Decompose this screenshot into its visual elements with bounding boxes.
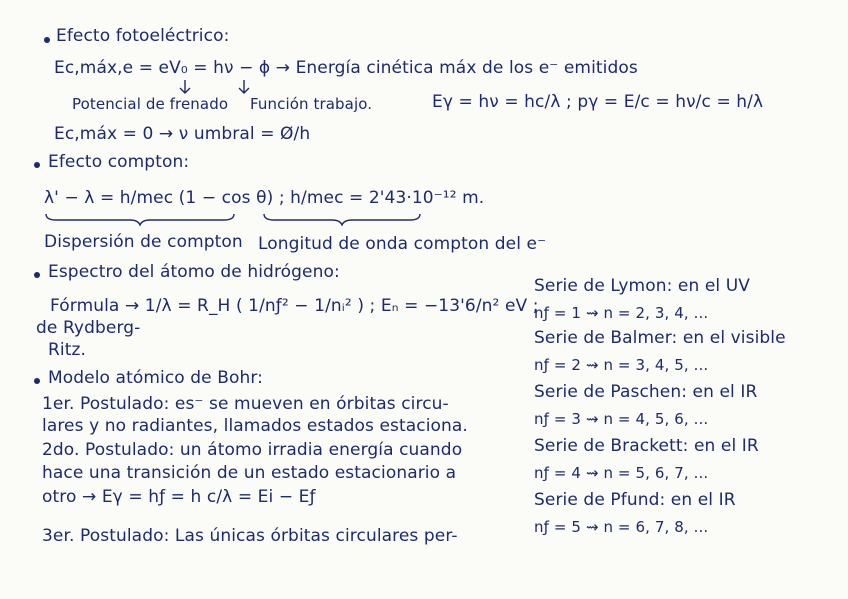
threshold-equation: Ec,máx = 0 → ν umbral = Ø/h bbox=[54, 124, 311, 144]
series-lyman: Serie de Lymon: en el UV bbox=[534, 276, 751, 296]
underbrace-wavelength bbox=[262, 212, 422, 226]
photoelectric-heading: Efecto fotoeléctrico: bbox=[56, 26, 230, 46]
compton-scattering-label: Dispersión de compton bbox=[44, 232, 243, 252]
rydberg-formula: Fórmula → 1/λ = R_H ( 1/nƒ² − 1/nᵢ² ) ; Eₙ = −13'6/n² eV ; bbox=[50, 296, 539, 316]
series-lyman-levels: nƒ = 1 ⇝ n = 2, 3, 4, ... bbox=[534, 304, 709, 322]
compton-wavelength-label: Longitud de onda compton del e⁻ bbox=[258, 234, 547, 254]
photon-energy-momentum: Eγ = hν = hc/λ ; pγ = E/c = hν/c = h/λ bbox=[432, 92, 764, 112]
series-balmer-levels: nƒ = 2 ⇝ n = 3, 4, 5, ... bbox=[534, 356, 709, 374]
rydberg-label: de Rydberg- bbox=[36, 318, 141, 338]
series-balmer: Serie de Balmer: en el visible bbox=[534, 328, 786, 348]
hydrogen-heading: Espectro del átomo de hidrógeno: bbox=[48, 262, 340, 282]
bullet-hydrogen bbox=[34, 272, 40, 278]
series-pfund-levels: nƒ = 5 ⇝ n = 6, 7, 8, ... bbox=[534, 518, 709, 536]
compton-equation: λ' − λ = h/mec (1 − cos θ) ; h/mec = 2'43·10⁻¹² m. bbox=[44, 188, 485, 208]
second-postulate-line2: hace una transición de un estado estacionario a bbox=[42, 463, 457, 483]
bullet-bohr bbox=[34, 378, 40, 384]
series-brackett-levels: nƒ = 4 ⇝ n = 5, 6, 7, ... bbox=[534, 464, 709, 482]
stopping-potential-label: Potencial de frenado bbox=[72, 95, 229, 113]
second-postulate-line1: 2do. Postulado: un átomo irradia energía cuando bbox=[42, 440, 463, 460]
bullet-compton bbox=[34, 162, 40, 168]
photoelectric-equation: Ec,máx,e = eV₀ = hν − ϕ → Energía cinética máx de los e⁻ emitidos bbox=[54, 58, 638, 78]
bohr-heading: Modelo atómico de Bohr: bbox=[48, 368, 263, 388]
underbrace-compton bbox=[44, 212, 236, 226]
series-paschen-levels: nƒ = 3 ⇝ n = 4, 5, 6, ... bbox=[534, 410, 709, 428]
first-postulate-line1: 1er. Postulado: es⁻ se mueven en órbitas circu- bbox=[42, 394, 449, 414]
ritz-label: Ritz. bbox=[48, 340, 87, 360]
first-postulate-line2: lares y no radiantes, llamados estados estaciona. bbox=[42, 416, 468, 436]
compton-heading: Efecto compton: bbox=[48, 152, 190, 172]
second-postulate-line3: otro → Eγ = hƒ = h c/λ = Ei − Eƒ bbox=[42, 487, 316, 507]
third-postulate-line1: 3er. Postulado: Las únicas órbitas circulares per- bbox=[42, 526, 458, 546]
work-function-label: Función trabajo. bbox=[250, 95, 373, 113]
series-brackett: Serie de Brackett: en el IR bbox=[534, 436, 759, 456]
series-pfund: Serie de Pfund: en el IR bbox=[534, 490, 736, 510]
series-paschen: Serie de Paschen: en el IR bbox=[534, 382, 758, 402]
